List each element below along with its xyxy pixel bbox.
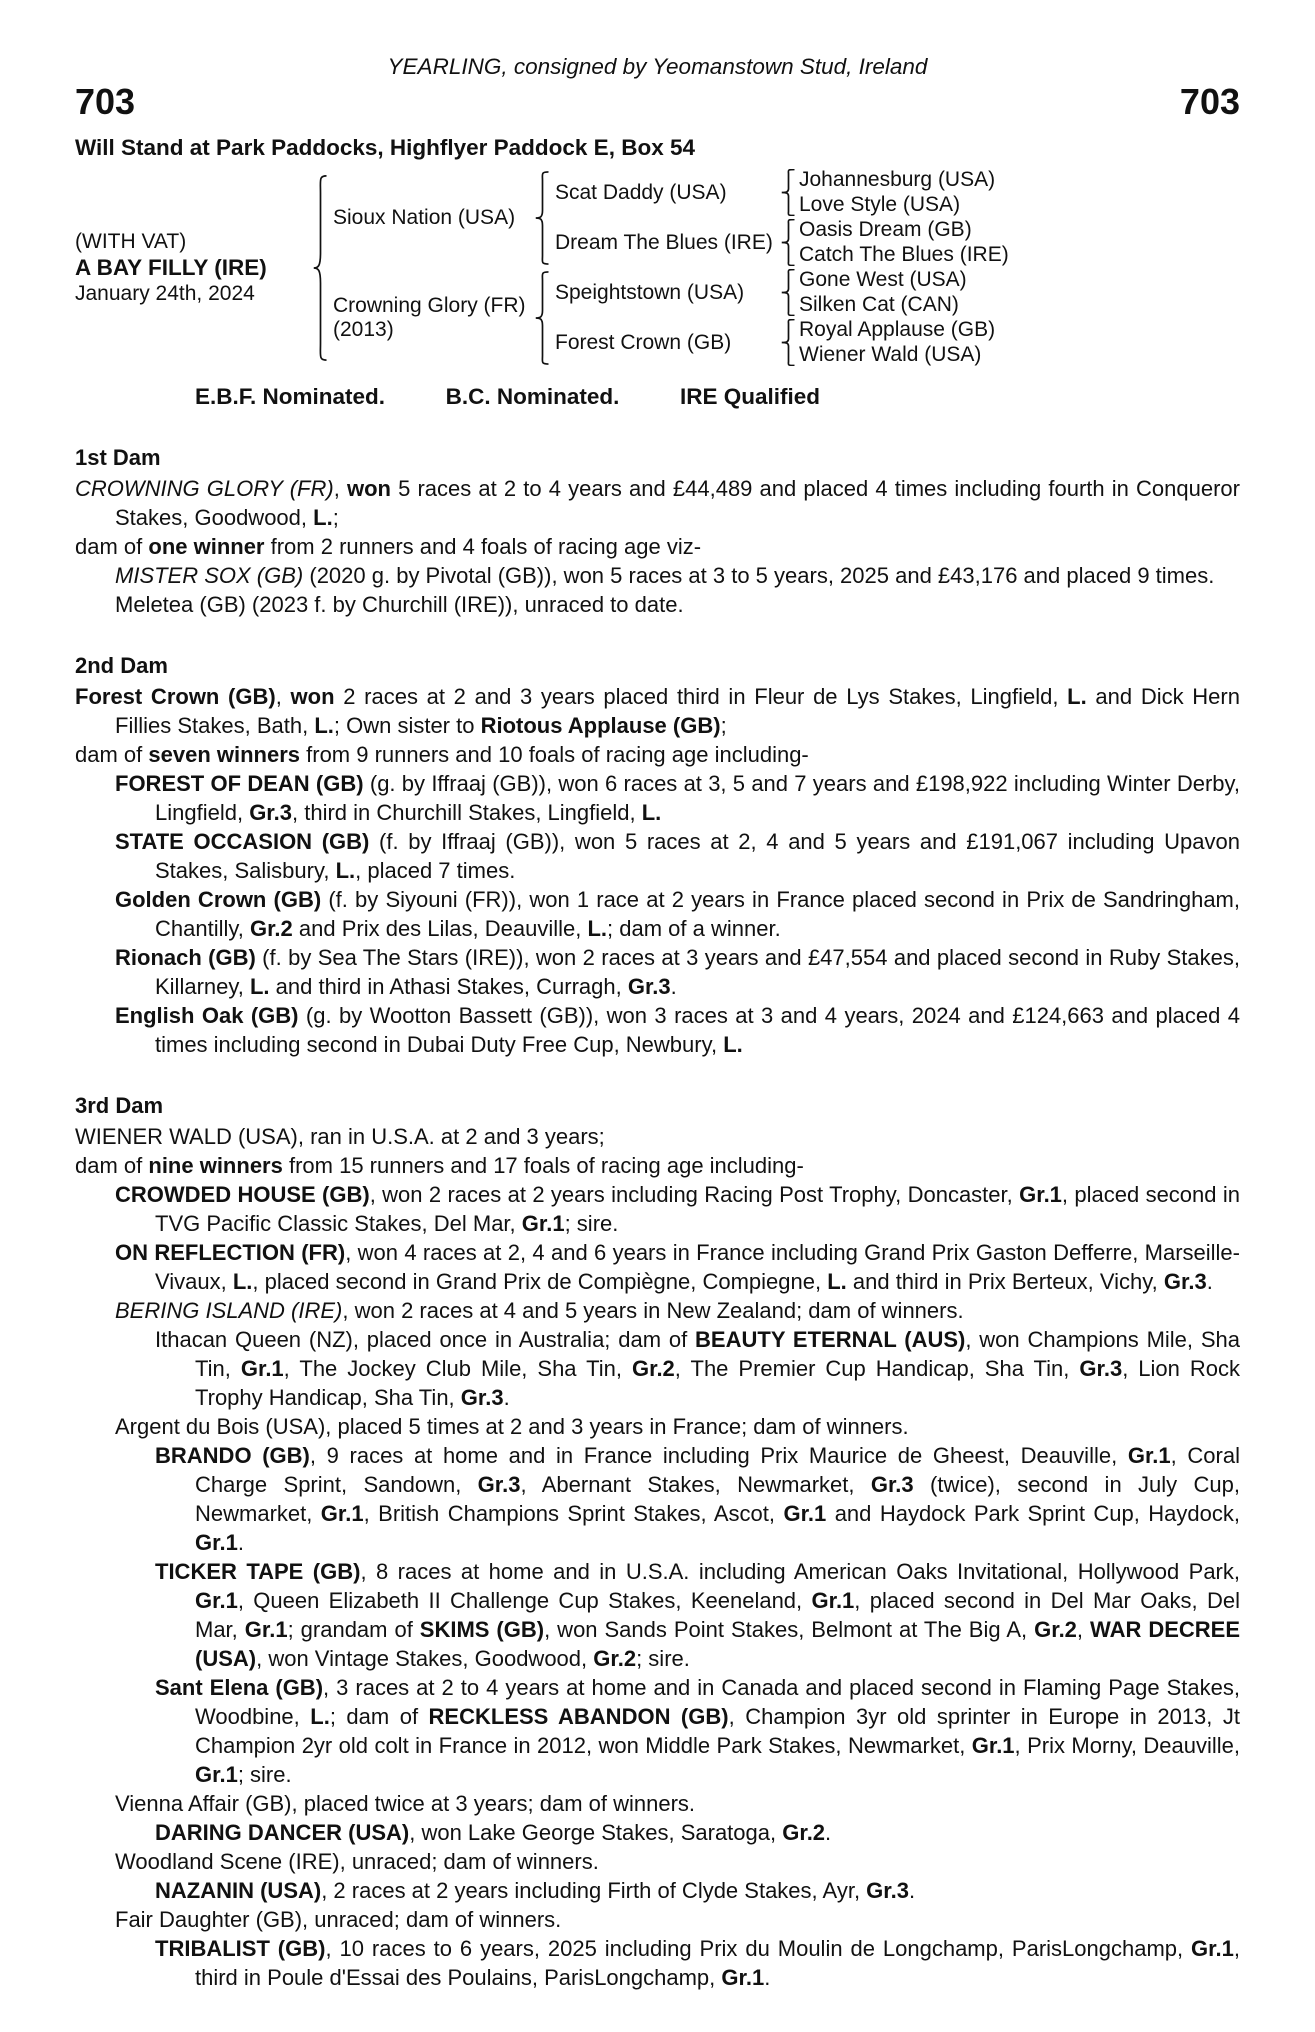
ancestor-name: Johannesburg (USA) [799, 168, 996, 192]
horse-info [75, 168, 307, 368]
text-segment: from 9 runners and 10 foals of racing age including- [300, 741, 809, 767]
catalogue-paragraph [75, 943, 1240, 1001]
text-segment: TRIBALIST (GB) [155, 1935, 326, 1961]
ancestor-name: Catch The Blues (IRE) [799, 243, 1009, 267]
text-segment: STATE OCCASION (GB) [115, 828, 370, 854]
text-segment: , 10 races to 6 years, 2025 including Prix du Moulin de Longchamp, ParisLongchamp, [325, 1935, 1192, 1961]
pedigree-brace-sire-dam [777, 218, 799, 268]
text-segment: DARING DANCER (USA) [155, 1819, 410, 1845]
text-segment: Vienna Affair (GB), placed twice at 3 years; dam of winners. [115, 1790, 696, 1816]
catalogue-paragraph [75, 1441, 1240, 1557]
text-segment: ; sire. [636, 1645, 690, 1671]
text-segment: , won 4 races at 2, 4 and 6 years in France including Grand Prix Gaston Defferre, Marseille-Vivaux, [155, 1239, 1240, 1294]
text-segment: Fair Daughter (GB), unraced; dam of winners. [115, 1906, 562, 1932]
text-segment: , won 2 races at 2 years including Racing Post Trophy, Doncaster, [369, 1181, 1020, 1207]
catalogue-paragraph [75, 682, 1240, 740]
text-segment: Gr.3 [1163, 1268, 1207, 1294]
catalogue-paragraph [75, 827, 1240, 885]
horse-description: A BAY FILLY (IRE) [75, 254, 267, 280]
text-segment: SKIMS (GB) [419, 1616, 545, 1642]
catalogue-paragraph [75, 1412, 1240, 1441]
text-segment: ; dam of a winner. [607, 915, 781, 941]
pedigree-brace-dam [529, 268, 555, 368]
text-segment: from 2 runners and 4 foals of racing age viz- [264, 533, 702, 559]
text-segment: Riotous Applause (GB) [480, 712, 721, 738]
text-segment: , [333, 475, 347, 501]
text-segment: ; sire. [237, 1761, 292, 1787]
text-segment: Gr.1 [195, 1761, 238, 1787]
text-segment: , Lion Rock Trophy Handicap, Sha Tin, [195, 1355, 1240, 1410]
text-segment: L. [313, 504, 333, 530]
text-segment: Gr.2 [782, 1819, 826, 1845]
text-segment: BERING ISLAND (IRE) [115, 1297, 343, 1323]
text-segment: , Champion 3yr old sprinter in Europe in 2013, Jt Champion 2yr old colt in France in 2012, won Middle Park Stakes, Newmarket, [195, 1703, 1240, 1758]
catalogue-paragraph [75, 1151, 1240, 1180]
text-segment: Gr.3 [627, 973, 671, 999]
bc-nomination: B.C. Nominated. [445, 383, 620, 409]
text-segment: , won Sands Point Stakes, Belmont at The Big A, [544, 1616, 1035, 1642]
text-segment: , won Champions Mile, Sha Tin, [195, 1326, 1240, 1381]
text-segment: Gr.1 [320, 1500, 364, 1526]
catalogue-paragraph [75, 532, 1240, 561]
text-segment: and third in Prix Berteux, Vichy, [846, 1268, 1164, 1294]
text-segment: Forest Crown (GB) [75, 683, 276, 709]
text-segment: ; dam of [329, 1703, 429, 1729]
text-segment: Gr.3 [249, 799, 292, 825]
text-segment: Gr.1 [1127, 1442, 1171, 1468]
text-segment: ; [720, 712, 727, 738]
lot-number-left: 703 [75, 81, 136, 122]
text-segment: Gr.1 [721, 1964, 765, 1990]
nominations-row [195, 382, 820, 411]
text-segment: L. [587, 915, 608, 941]
text-segment: Rionach (GB) [115, 944, 256, 970]
text-segment: , won 2 races at 4 and 5 years in New Zealand; dam of winners. [342, 1297, 964, 1323]
text-segment: L. [232, 1268, 253, 1294]
text-segment: , British Champions Sprint Stakes, Ascot, [363, 1500, 784, 1526]
text-segment: 5 races at 2 to 4 years and £44,489 and placed 4 times including fourth in Conqueror Stakes, Goodwood, [115, 475, 1240, 530]
text-segment: Gr.2 [631, 1355, 675, 1381]
ancestor-name: Wiener Wald (USA) [799, 343, 982, 367]
text-segment: Ithacan Queen (NZ), placed once in Australia; dam of [155, 1326, 696, 1352]
text-segment: (g. by Wootton Bassett (GB)), won 3 races at 3 and 4 years, 2024 and £124,663 and placed 4 times including second in Dubai Duty Free Cup, Newbury, [155, 1002, 1240, 1057]
pedigree-brace-dam-dam [777, 318, 799, 368]
dam-foaling-year: (2013) [333, 317, 394, 341]
text-segment: (f. by Siyouni (FR)), won 1 race at 2 years in France placed second in Prix de Sandringham, Chantilly, [155, 886, 1240, 941]
text-segment: MISTER SOX (GB) [115, 562, 304, 588]
text-segment: , Coral Charge Sprint, Sandown, [195, 1442, 1240, 1497]
catalogue-paragraph [75, 1325, 1240, 1412]
text-segment: ; sire. [564, 1210, 619, 1236]
text-segment: (f. by Iffraaj (GB)), won 5 races at 2, 4 and 5 years and £191,067 including Upavon Stakes, Salisbury, [155, 828, 1240, 883]
text-segment: from 15 runners and 17 foals of racing age including- [282, 1152, 804, 1178]
text-segment: , 3 races at 2 to 4 years at home and in Canada and placed second in Flaming Page Stakes, Woodbine, [195, 1674, 1241, 1729]
ire-qualified: IRE Qualified [679, 383, 820, 409]
text-segment: , placed second in TVG Pacific Classic Stakes, Del Mar, [155, 1181, 1240, 1236]
pedigree-brace-dam-sire [777, 268, 799, 318]
text-segment: L. [641, 799, 662, 825]
text-segment: , 9 races at home and in France including Prix Maurice de Gheest, Deauville, [309, 1442, 1128, 1468]
section-heading: 2nd Dam [75, 652, 168, 678]
text-segment: nine winners [148, 1152, 283, 1178]
pedigree-brace-sire-sire [777, 168, 799, 218]
catalogue-paragraph [75, 1876, 1240, 1905]
text-segment: Gr.1 [811, 1587, 855, 1613]
catalogue-paragraph [75, 885, 1240, 943]
text-segment: dam of [75, 741, 149, 767]
text-segment: FOREST OF DEAN (GB) [115, 770, 364, 796]
text-segment: dam of [75, 1152, 149, 1178]
text-segment: WIENER WALD (USA), ran in U.S.A. at 2 and 3 years; [75, 1123, 605, 1149]
text-segment: , third in Poule d'Essai des Poulains, ParisLongchamp, [195, 1935, 1240, 1990]
section-heading: 3rd Dam [75, 1092, 164, 1118]
pedigree-brace-sire [529, 168, 555, 268]
text-segment: , [1076, 1616, 1091, 1642]
ebf-nomination: E.B.F. Nominated. [195, 383, 386, 409]
text-segment: Gr.3 [870, 1471, 914, 1497]
text-segment: , 2 races at 2 years including Firth of Clyde Stakes, Ayr, [321, 1877, 867, 1903]
text-segment: Gr.1 [195, 1529, 238, 1555]
ancestor-name: Love Style (USA) [799, 193, 961, 217]
text-segment: Gr.3 [477, 1471, 521, 1497]
sire-sire-name: Scat Daddy (USA) [555, 180, 727, 204]
text-segment: . [764, 1964, 771, 1990]
foaling-date: January 24th, 2024 [75, 281, 255, 305]
text-segment: ; grandam of [287, 1616, 420, 1642]
catalogue-paragraph [75, 1789, 1240, 1818]
text-segment: Gr.1 [195, 1587, 238, 1613]
text-segment: Gr.1 [244, 1616, 288, 1642]
text-segment: L. [335, 857, 356, 883]
pedigree-table [75, 168, 1240, 368]
pedigree-brace-main [307, 168, 333, 368]
text-segment: NAZANIN (USA) [155, 1877, 322, 1903]
section-heading: 1st Dam [75, 444, 161, 470]
text-segment: Gr.1 [1019, 1181, 1062, 1207]
text-segment: ; Own sister to [333, 712, 481, 738]
ancestor-name: Gone West (USA) [799, 268, 967, 292]
catalogue-paragraph [75, 561, 1240, 590]
dam-name: Crowning Glory (FR) (2013) [333, 268, 529, 368]
sire-name: Sioux Nation (USA) [333, 205, 516, 229]
text-segment: 2 races at 2 and 3 years placed third in Fleur de Lys Stakes, Lingfield, [334, 683, 1068, 709]
text-segment: RECKLESS ABANDON (GB) [428, 1703, 729, 1729]
text-segment: , Abernant Stakes, Newmarket, [520, 1471, 871, 1497]
text-segment: . [908, 1877, 916, 1903]
text-segment: , The Jockey Club Mile, Sha Tin, [283, 1355, 632, 1381]
text-segment: and Prix des Lilas, Deauville, [292, 915, 588, 941]
text-segment: L. [723, 1031, 743, 1057]
ancestor-name: Royal Applause (GB) [799, 318, 996, 342]
text-segment: Gr.1 [783, 1500, 827, 1526]
text-segment: L. [310, 1703, 330, 1729]
text-segment: won [346, 475, 391, 501]
text-segment: (g. by Iffraaj (GB)), won 6 races at 3, 5 and 7 years and £198,922 including Winter Derby, Lingfield, [155, 770, 1240, 825]
catalogue-paragraph [75, 1001, 1240, 1059]
stand-location-line: Will Stand at Park Paddocks, Highflyer Paddock E, Box 54 [75, 134, 695, 160]
text-segment: Sant Elena (GB) [155, 1674, 324, 1700]
catalogue-paragraph [75, 590, 1240, 619]
ancestor-name: Oasis Dream (GB) [799, 218, 972, 242]
catalogue-paragraph [75, 1180, 1240, 1238]
catalogue-paragraph [75, 1847, 1240, 1876]
catalogue-paragraph [75, 740, 1240, 769]
text-segment: Gr.1 [1191, 1935, 1234, 1961]
text-segment: one winner [148, 533, 265, 559]
catalogue-paragraph [75, 1905, 1240, 1934]
text-segment: , won Vintage Stakes, Goodwood, [256, 1645, 594, 1671]
text-segment: . [1206, 1268, 1213, 1294]
text-segment: Gr.1 [521, 1210, 565, 1236]
text-segment: L. [314, 712, 334, 738]
lot-number-right: 703 [1179, 81, 1240, 122]
text-segment: Gr.1 [240, 1355, 284, 1381]
text-segment: and Haydock Park Sprint Cup, Haydock, [826, 1500, 1241, 1526]
text-segment: , 8 races at home and in U.S.A. including American Oaks Invitational, Hollywood Park, [360, 1558, 1240, 1584]
text-segment: , third in Churchill Stakes, Lingfield, [292, 799, 642, 825]
text-segment: Gr.2 [1034, 1616, 1077, 1642]
dam-dam-name: Forest Crown (GB) [555, 330, 732, 354]
text-segment: (2020 g. by Pivotal (GB)), won 5 races at 3 to 5 years, 2025 and £43,176 and placed 9 times. [303, 562, 1215, 588]
text-segment: ON REFLECTION (FR) [115, 1239, 346, 1265]
text-segment: and third in Athasi Stakes, Curragh, [269, 973, 628, 999]
text-segment: , placed second in Del Mar Oaks, Del Mar, [195, 1587, 1240, 1642]
text-segment: Gr.3 [1079, 1355, 1123, 1381]
text-segment: L. [1067, 683, 1087, 709]
catalogue-paragraph [75, 1296, 1240, 1325]
text-segment: and Dick Hern Fillies Stakes, Bath, [115, 683, 1240, 738]
text-segment: (twice), second in July Cup, Newmarket, [195, 1471, 1240, 1526]
consignor-line: YEARLING, consigned by Yeomanstown Stud, Ireland [387, 54, 928, 79]
catalogue-paragraph [75, 1673, 1240, 1789]
catalogue-paragraph [75, 1238, 1240, 1296]
catalogue-paragraph [75, 1934, 1240, 1992]
text-segment: seven winners [148, 741, 301, 767]
text-segment: . [670, 973, 677, 999]
text-segment: . [237, 1529, 244, 1555]
dam-sections [75, 443, 1240, 1992]
text-segment: Gr.3 [460, 1384, 504, 1410]
catalogue-paragraph [75, 474, 1240, 532]
vat-note: (WITH VAT) [75, 229, 187, 253]
sire-dam-name: Dream The Blues (IRE) [555, 230, 773, 254]
text-segment: . [503, 1384, 510, 1410]
text-segment: won [290, 683, 335, 709]
catalogue-paragraph [75, 769, 1240, 827]
text-segment: , The Premier Cup Handicap, Sha Tin, [674, 1355, 1080, 1381]
catalogue-paragraph [75, 1122, 1240, 1151]
text-segment: (f. by Sea The Stars (IRE)), won 2 races at 3 years and £47,554 and placed second in Ruby Stakes, Killarney, [155, 944, 1240, 999]
text-segment: . [825, 1819, 832, 1845]
text-segment: , [275, 683, 291, 709]
catalogue-paragraph [75, 1557, 1240, 1673]
text-segment: CROWDED HOUSE (GB) [115, 1181, 370, 1207]
text-segment: Gr.2 [593, 1645, 637, 1671]
text-segment: Gr.2 [249, 915, 293, 941]
text-segment: Gr.1 [971, 1732, 1015, 1758]
text-segment: CROWNING GLORY (FR) [75, 475, 334, 501]
lot-number-row [75, 83, 1240, 121]
text-segment: Woodland Scene (IRE), unraced; dam of winners. [115, 1848, 599, 1874]
text-segment: BEAUTY ETERNAL (AUS) [695, 1326, 966, 1352]
text-segment: BRANDO (GB) [155, 1442, 310, 1468]
text-segment: L. [249, 973, 270, 999]
ancestor-name: Silken Cat (CAN) [799, 293, 959, 317]
catalogue-paragraph [75, 1818, 1240, 1847]
text-segment: , won Lake George Stakes, Saratoga, [409, 1819, 783, 1845]
text-segment: Argent du Bois (USA), placed 5 times at 2 and 3 years in France; dam of winners. [115, 1413, 909, 1439]
text-segment: Meletea (GB) (2023 f. by Churchill (IRE)), unraced to date. [115, 591, 684, 617]
text-segment: , Prix Morny, Deauville, [1014, 1732, 1240, 1758]
text-segment: Gr.3 [866, 1877, 909, 1903]
text-segment: ; [332, 504, 339, 530]
text-segment: dam of [75, 533, 149, 559]
text-segment: TICKER TAPE (GB) [155, 1558, 361, 1584]
text-segment: Golden Crown (GB) [115, 886, 322, 912]
text-segment: L. [827, 1268, 847, 1294]
text-segment: , placed 7 times. [355, 857, 516, 883]
text-segment: WAR DECREE (USA) [195, 1616, 1240, 1671]
text-segment: , placed second in Grand Prix de Compiègne, Compiegne, [252, 1268, 828, 1294]
dam-sire-name: Speightstown (USA) [555, 280, 745, 304]
text-segment: , Queen Elizabeth II Challenge Cup Stakes, Keeneland, [237, 1587, 812, 1613]
text-segment: English Oak (GB) [115, 1002, 299, 1028]
